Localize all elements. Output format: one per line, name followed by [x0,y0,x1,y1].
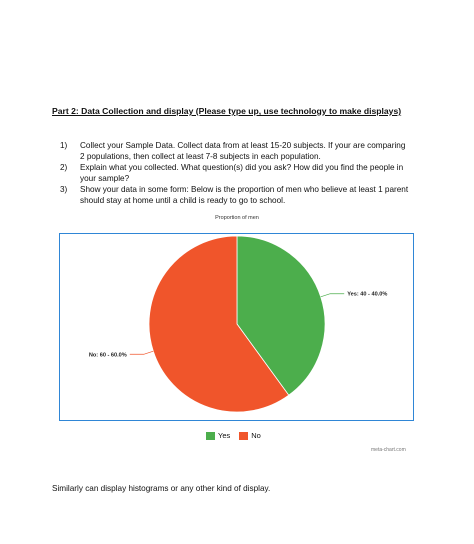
section-heading: Part 2: Data Collection and display (Please type up, use technology to make displays) [52,106,402,116]
leader-line-yes [321,294,345,297]
chart-credit: meta-chart.com [371,447,406,453]
item-number: 2) [60,163,68,173]
item-number: 3) [60,185,68,195]
legend-swatch-no [239,432,248,440]
slice-label-no: No: 60 - 60.0% [88,352,127,359]
chart-legend [206,431,270,440]
closing-note: Similarly can display histograms or any other kind of display. [52,484,271,493]
item-text: Show your data in some form: Below is the proportion of men who believe at least 1 parent should stay at home until a child is ready to go to school. [80,185,409,205]
item-number: 1) [60,141,68,150]
chart-title: Proportion of men [215,215,259,221]
legend-item-yes[interactable] [206,431,230,440]
pie-chart-frame [59,233,414,421]
item-text: Collect your Sample Data. Collect data from at least 15-20 subjects. If your are comparing 2 populations, then collect at least 7-8 subjects in each population. [80,141,406,161]
instruction-item [60,163,410,184]
legend-label-yes: Yes [218,431,231,440]
pie-chart [60,234,412,419]
item-text: Explain what you collected. What question(s) did you ask? How did you find the people in your sample? [80,163,404,183]
instruction-item [60,141,410,162]
legend-swatch-yes [206,432,215,440]
instruction-item [60,185,410,206]
legend-label-no: No [251,431,261,440]
leader-line-no [130,351,154,354]
instruction-list [60,141,410,208]
legend-item-no[interactable] [239,431,261,440]
slice-label-yes: Yes: 40 - 40.0% [347,291,388,298]
